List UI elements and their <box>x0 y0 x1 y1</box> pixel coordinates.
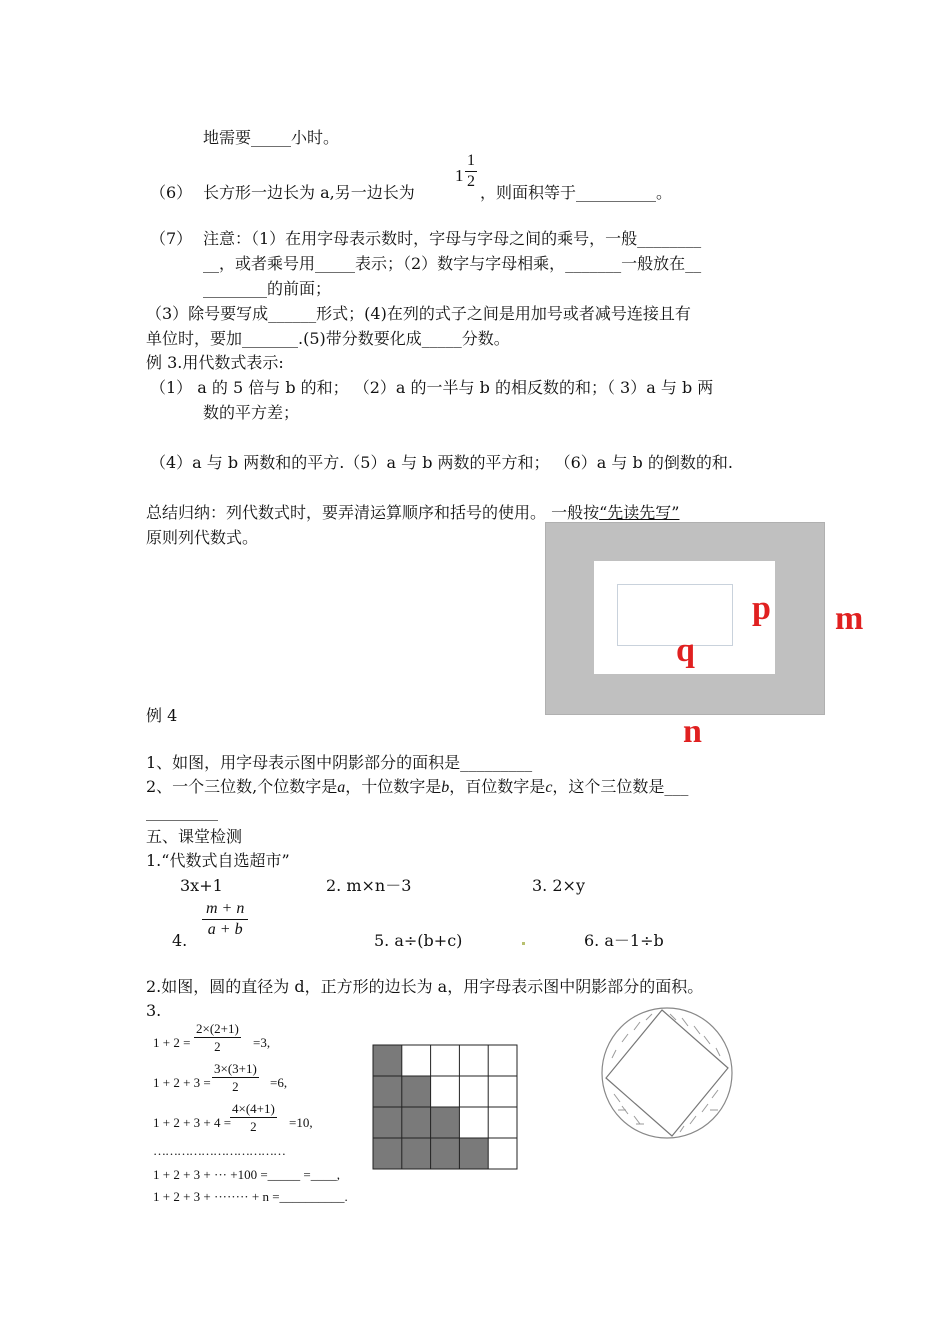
s1-item6: 6. a－1÷b <box>584 931 664 950</box>
ex4-title: 例 4 <box>146 706 178 725</box>
s1-item2: 2. m×n－3 <box>326 876 412 895</box>
innermost-rect <box>617 584 733 646</box>
summary-text: 总结归纳：列代数式时，要弄清运算顺序和括号的使用。 一般按 <box>146 503 600 522</box>
q6-whole: 1 <box>455 166 464 185</box>
label-m: m <box>835 600 864 637</box>
label-n: n <box>683 713 702 750</box>
grid-cell-shaded <box>373 1076 402 1107</box>
formula-1-frac <box>194 1020 241 1055</box>
summary-line2: 原则列代数式。 <box>146 528 259 547</box>
circle-square-figure <box>600 1006 736 1140</box>
ex4-q2-part-b: ，十位数字是 <box>345 777 442 796</box>
s1-item5: 5. a÷(b+c) <box>374 931 463 950</box>
q7-line3: ________的前面； <box>203 279 332 298</box>
formula-2-num: 3×(3+1) <box>214 1061 257 1076</box>
q6-frac-num: 1 <box>465 151 477 172</box>
s1-item4: 4. <box>172 931 188 950</box>
grid-cell-shaded <box>431 1138 460 1169</box>
q6-frac-den: 2 <box>467 173 475 190</box>
q6-text-a: 长方形一边长为 a,另一边长为 <box>203 183 415 202</box>
sec5-title: 五、课堂检测 <box>146 827 243 846</box>
grid-cell-shaded <box>402 1107 431 1138</box>
s1-fraction <box>202 899 248 940</box>
formula-2-frac <box>212 1060 259 1095</box>
q7-line1: 注意：（1）在用字母表示数时，字母与字母之间的乘号，一般________ <box>203 229 702 248</box>
stray-dot <box>522 942 525 945</box>
ex4-q2-part-a: 2、一个三位数,个位数字是 <box>146 777 338 796</box>
ex4-q2-line2: _________ <box>146 802 218 821</box>
s1-frac-num: m + n <box>202 899 248 920</box>
inscribed-square <box>606 1010 728 1136</box>
formula-3-right: =10, <box>289 1115 313 1130</box>
grid-cell-shaded <box>459 1138 488 1169</box>
q6-text-b: ，则面积等于__________。 <box>480 183 673 202</box>
ex3-line2: 数的平方差； <box>203 403 300 422</box>
grid-cell-shaded <box>373 1045 402 1076</box>
q7-line2: __，或者乘号用_____表示；（2）数字与字母相乘，_______一般放在__ <box>203 254 702 273</box>
ex4-q2 <box>146 776 688 799</box>
formula-4: 1 + 2 + 3 + ··· +100 =_____ =____, <box>153 1167 340 1182</box>
label-p: p <box>752 590 771 627</box>
ex3-title: 例 3.用代数式表示: <box>146 353 284 372</box>
grid-cell-shaded <box>431 1107 460 1138</box>
formula-5: 1 + 2 + 3 + ········ + n =__________. <box>153 1189 348 1204</box>
sec5-q1: 1.“代数式自选超市” <box>146 851 290 870</box>
q7-number: （7） <box>150 229 193 248</box>
var-b: b <box>441 779 450 796</box>
grid-cell-shaded <box>373 1107 402 1138</box>
s1-item3: 3. 2×y <box>532 876 585 895</box>
formula-2-right: =6, <box>270 1075 288 1090</box>
formula-1-den: 2 <box>214 1039 221 1054</box>
q7-line4: （3）除号要写成______形式；(4)在列的式子之间是用加号或者减号连接且有 <box>146 304 691 323</box>
grid-cell-shaded <box>373 1138 402 1169</box>
formula-3-left: 1 + 2 + 3 + 4 = <box>153 1115 232 1130</box>
q6-fraction <box>465 151 477 192</box>
s1-item1: 3x+1 <box>180 876 223 895</box>
s1-frac-den: a + b <box>207 921 243 938</box>
formula-1-left: 1 + 2 = <box>153 1035 191 1050</box>
ex3-line1: （1） a 的 5 倍与 b 的和； （2）a 的一半与 b 的相反数的和；（ 3）a 与 b 两 <box>150 378 714 397</box>
formula-1-right: =3, <box>253 1035 271 1050</box>
formula-3-frac <box>230 1100 277 1135</box>
formula-3-den: 2 <box>250 1119 257 1134</box>
summary-line1 <box>146 502 679 524</box>
grid-cell-shaded <box>402 1138 431 1169</box>
ex4-q1: 1、如图，用字母表示图中阴影部分的面积是_________ <box>146 753 533 772</box>
q6-number: （6） <box>150 183 193 202</box>
q7-line5: 单位时，要加_______.(5)带分数要化成_____分数。 <box>146 329 510 348</box>
circle-outline <box>602 1008 732 1138</box>
ex4-q2-part-c: ，百位数字是 <box>449 777 546 796</box>
label-q: q <box>676 632 695 669</box>
formula-1-num: 2×(2+1) <box>196 1021 239 1036</box>
summary-quote: “先读先写” <box>599 503 680 522</box>
sec5-q3: 3. <box>146 1001 162 1020</box>
formula-2-den: 2 <box>232 1079 239 1094</box>
var-a: a <box>337 779 346 796</box>
formula-3-num: 4×(4+1) <box>232 1101 275 1116</box>
ex3-line3: （4）a 与 b 两数和的平方.（5）a 与 b 两数的平方和； （6）a 与 b 的倒数的和. <box>150 453 733 472</box>
sec5-q2: 2.如图，圆的直径为 d，正方形的边长为 a，用字母表示图中阴影部分的面积。 <box>146 977 704 996</box>
formula-dots: …………………………… <box>153 1143 285 1158</box>
q5-tail: 地需要_____小时。 <box>203 128 340 147</box>
grid-cell-shaded <box>402 1076 431 1107</box>
ex4-q2-part-d: ，这个三位数是___ <box>552 777 689 796</box>
var-c: c <box>545 779 553 796</box>
shaded-frame-figure <box>545 522 825 715</box>
staircase-grid-figure <box>372 1044 519 1171</box>
formula-2-left: 1 + 2 + 3 = <box>153 1075 211 1090</box>
